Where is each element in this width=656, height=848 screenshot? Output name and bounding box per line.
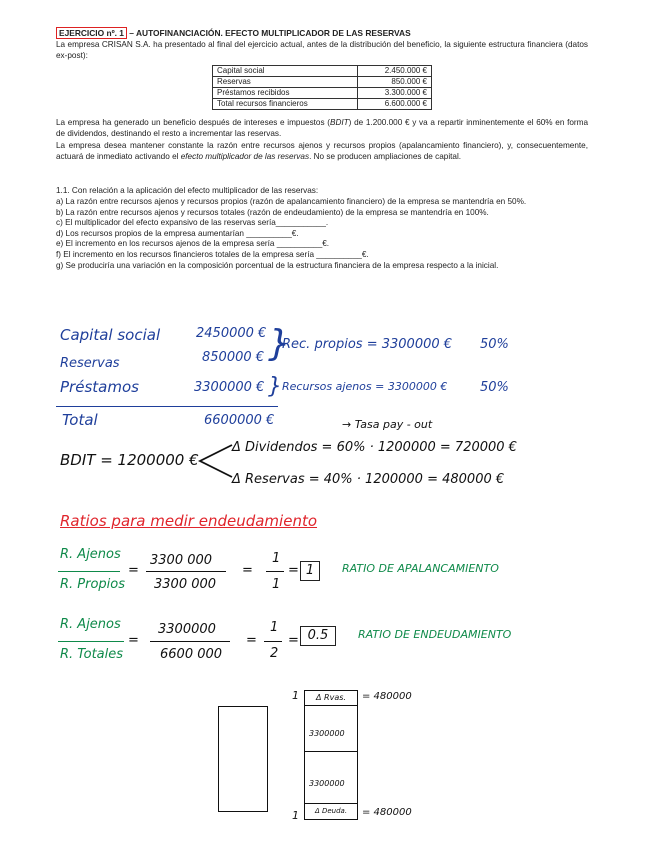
table-cell-value: 850.000 € xyxy=(357,77,431,88)
ratio1-value-num: 3300 000 xyxy=(150,553,213,568)
table-cell-value: 6.600.000 € xyxy=(357,99,431,110)
ratio1-simple-num: 1 xyxy=(272,551,281,566)
note-bdit: BDIT = 1200000 € xyxy=(60,451,199,469)
table-row xyxy=(213,77,432,88)
note-sum-line xyxy=(56,406,278,407)
ratio2-eq-1: = xyxy=(128,633,139,648)
diagram-expanded-block xyxy=(304,690,358,820)
ratio2-denominator: R. Totales xyxy=(60,647,124,662)
ratio1-numerator: R. Ajenos xyxy=(60,547,121,562)
note-reservas-label: Reservas xyxy=(60,356,120,371)
question-item: b) La razón entre recursos ajenos y recursos totales (razón de endeudamiento) de la empresa se mantendría en 100%. xyxy=(56,207,489,217)
table-cell-value: 3.300.000 € xyxy=(357,88,431,99)
note-pct-2: 50% xyxy=(480,380,509,395)
note-capital-label: Capital social xyxy=(60,326,161,344)
question-item: g) Se produciría una variación en la composición porcentual de la estructura financiera de la empresa respecto a la inicial. xyxy=(56,260,499,270)
exercise-label: EJERCICIO nº. 1 xyxy=(56,27,127,39)
note-capital-value: 2450000 € xyxy=(196,326,267,341)
question-item: a) La razón entre recursos ajenos y recursos propios (razón de apalancamiento financiero) de la empresa se mantendría en 50%. xyxy=(56,197,527,206)
table-row xyxy=(213,66,432,77)
question-item: f) El incremento en los recursos financieros totales de la empresa sería __________€. xyxy=(56,249,369,259)
table-cell-label: Préstamos recibidos xyxy=(213,88,358,99)
ratio2-value-den: 6600 000 xyxy=(160,647,223,662)
diagram-mid-line xyxy=(305,751,357,752)
diagram-mid-value-1: 3300000 xyxy=(309,729,345,738)
question-item: c) El multiplicador del efecto expansivo de las reservas sería___________. xyxy=(56,218,329,228)
note-total-value: 6600000 € xyxy=(204,413,275,428)
diagram-deuda-value: = 480000 xyxy=(362,807,412,818)
ratio1-fraction-bar xyxy=(58,571,120,572)
ratio1-name: RATIO DE APALANCAMIENTO xyxy=(342,562,499,575)
note-reservas-increase: Δ Reservas = 40% · 1200000 = 480000 € xyxy=(232,472,505,487)
ratio1-simple-den: 1 xyxy=(272,577,281,592)
table-cell-label: Total recursos financieros xyxy=(213,99,358,110)
table-cell-label: Reservas xyxy=(213,77,358,88)
table-row xyxy=(213,88,432,99)
paragraph-text: La empresa ha generado un beneficio después de intereses e impuestos ( xyxy=(56,118,330,127)
financial-structure-table xyxy=(212,65,432,110)
ratio2-value-bar xyxy=(150,641,230,642)
ratio2-fraction-bar xyxy=(58,641,124,642)
diagram-mid-value-2: 3300000 xyxy=(309,779,345,788)
note-rec-ajenos: Recursos ajenos = 3300000 € xyxy=(282,380,448,393)
paragraph-emph: BDIT xyxy=(330,118,349,127)
paragraph-text: La empresa desea mantener constante la razón entre recursos ajenos y recursos propios (apalancamiento financiero), y, consecuentemente, actuará de inmediato activando el xyxy=(56,141,588,161)
ratio1-eq-3: = xyxy=(288,563,299,578)
diagram-deuda-label: Δ Deuda. xyxy=(305,803,357,818)
paragraph-text: . No se producen ampliaciones de capital. xyxy=(309,151,462,161)
note-dividendos: Δ Dividendos = 60% · 1200000 = 720000 € xyxy=(232,440,517,455)
paragraph-emph: efecto multiplicador de las reservas xyxy=(180,151,310,161)
question-item: d) Los recursos propios de la empresa aumentarían __________€. xyxy=(56,228,299,238)
note-brace-2: } xyxy=(268,374,282,399)
ratio2-simple-bar xyxy=(264,641,282,642)
intro-paragraph: La empresa CRISAN S.A. ha presentado al final del ejercicio actual, antes de la distribución del beneficio, la siguiente estructura financiera (datos ex-post): xyxy=(56,40,588,60)
ratio2-eq-2: = xyxy=(246,633,257,648)
ratio1-value-den: 3300 000 xyxy=(154,577,217,592)
note-tasa-payout: → Tasa pay - out xyxy=(342,418,433,431)
ratio2-eq-3: = xyxy=(288,633,299,648)
ratio1-eq-1: = xyxy=(128,563,139,578)
ratio2-value-num: 3300000 xyxy=(158,622,216,637)
diagram-initial-block xyxy=(218,706,268,812)
note-ratios-title: Ratios para medir endeudamiento xyxy=(60,512,318,530)
ratio1-eq-2: = xyxy=(242,563,253,578)
note-prestamos-label: Préstamos xyxy=(60,378,139,396)
question-item: e) El incremento en los recursos ajenos de la empresa sería __________€. xyxy=(56,239,330,249)
ratio1-value-bar xyxy=(146,571,226,572)
ratio2-simple-num: 1 xyxy=(270,620,279,635)
diagram-bottom-one: 1 xyxy=(292,809,299,822)
paragraph-multiplier xyxy=(56,141,588,162)
ratio1-denominator: R. Propios xyxy=(60,577,126,592)
note-total-label: Total xyxy=(62,411,98,429)
diagram-rvas-value: = 480000 xyxy=(362,691,412,702)
exercise-title: – AUTOFINANCIACIÓN. EFECTO MULTIPLICADOR DE LAS RESERVAS xyxy=(129,28,411,38)
table-cell-label: Capital social xyxy=(213,66,358,77)
diagram-top-one: 1 xyxy=(292,689,299,702)
note-pct-1: 50% xyxy=(480,337,509,352)
table-cell-value: 2.450.000 € xyxy=(357,66,431,77)
diagram-rvas-label: Δ Rvas. xyxy=(305,691,357,706)
note-reservas-value: 850000 € xyxy=(202,350,265,365)
note-rec-propios: Rec. propios = 3300000 € xyxy=(282,337,453,352)
paragraph-text: ) de 1.200.000 € y va a repartir inminentemente el 60% en forma de dividendos, destinando el resto a incrementar las reservas. xyxy=(56,118,588,138)
ratio2-numerator: R. Ajenos xyxy=(60,617,121,632)
table-row xyxy=(213,99,432,110)
note-brace-1: } xyxy=(268,323,291,364)
ratio2-name: RATIO DE ENDEUDAMIENTO xyxy=(358,628,512,641)
ratio1-simple-bar xyxy=(266,571,284,572)
note-split-arrow xyxy=(196,441,236,481)
questions-heading: 1.1. Con relación a la aplicación del efecto multiplicador de las reservas: xyxy=(56,186,319,195)
ratio1-result: 1 xyxy=(300,561,320,581)
ratio2-result: 0.5 xyxy=(300,626,336,646)
ratio2-simple-den: 2 xyxy=(270,646,279,661)
paragraph-bdit xyxy=(56,118,588,139)
exercise-heading xyxy=(56,28,411,38)
note-prestamos-value: 3300000 € xyxy=(194,380,265,395)
questions-list xyxy=(56,197,588,271)
